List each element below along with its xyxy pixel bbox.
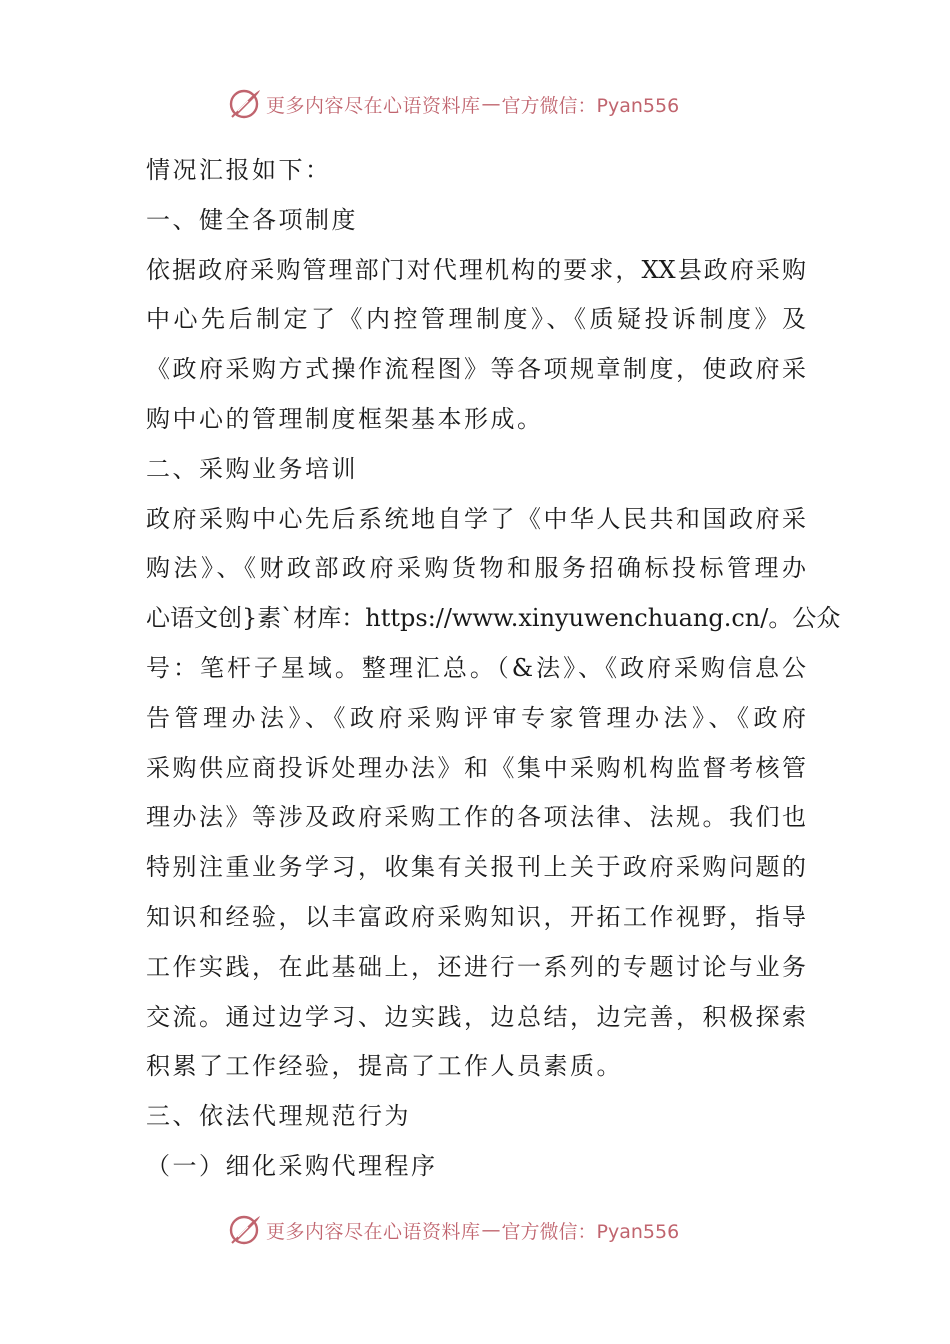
body-line: 情况汇报如下： <box>146 156 332 184</box>
banner-contact: 官方微信：Pyan556 <box>501 94 680 117</box>
body-line: 心语文创}素`材库：https://www.xinyuwenchuang.cn/。公众 <box>146 604 841 633</box>
body-line: 采购供应商投诉处理办法》和《集中采购机构监督考核管 <box>146 753 806 782</box>
banner-dash: — <box>481 93 501 115</box>
subsection-heading: （一）细化采购代理程序 <box>146 1151 438 1180</box>
body-line: 交流。通过边学习、边实践，边总结，边完善，积极探索 <box>146 1002 806 1031</box>
body-line: 购中心的管理制度框架基本形成。 <box>146 404 544 433</box>
banner-text: 更多内容尽在心语资料库 <box>266 94 481 117</box>
body-line: 理办法》等涉及政府采购工作的各项法律、法规。我们也 <box>146 803 806 832</box>
body-line: 政府采购中心先后系统地自学了《中华人民共和国政府采 <box>146 504 806 533</box>
footer-watermark <box>228 1210 728 1250</box>
banner-contact: 官方微信：Pyan556 <box>501 1220 680 1243</box>
section-heading: 二、采购业务培训 <box>146 454 358 483</box>
body-line: 特别注重业务学习，收集有关报刊上关于政府采购问题的 <box>146 853 806 882</box>
body-line: 积累了工作经验，提高了工作人员素质。 <box>146 1052 623 1081</box>
body-line: 中心先后制定了《内控管理制度》、《质疑投诉制度》及 <box>146 305 806 334</box>
body-line: 告管理办法》、《政府采购评审专家管理办法》、《政府 <box>146 703 806 732</box>
quill-logo-icon <box>228 1213 262 1247</box>
quill-logo-icon <box>228 87 262 121</box>
banner-text: 更多内容尽在心语资料库 <box>266 1220 481 1243</box>
body-line: 号：笔杆子星域。整理汇总。（&法》、《政府采购信息公 <box>146 653 806 682</box>
body-line: 工作实践，在此基础上，还进行一系列的专题讨论与业务 <box>146 952 806 981</box>
body-line: 知识和经验，以丰富政府采购知识，开拓工作视野，指导 <box>146 902 806 931</box>
header-watermark <box>228 84 728 124</box>
document-body <box>146 146 841 1192</box>
body-line: 《政府采购方式操作流程图》等各项规章制度，使政府采 <box>146 355 806 384</box>
banner-dash: — <box>481 1219 501 1241</box>
section-heading: 一、健全各项制度 <box>146 205 358 234</box>
body-line: 购法》、《财政部政府采购货物和服务招确标投标管理办 <box>146 554 806 583</box>
section-heading: 三、依法代理规范行为 <box>146 1102 411 1131</box>
body-line: 依据政府采购管理部门对代理机构的要求，XX县政府采购 <box>146 255 806 284</box>
